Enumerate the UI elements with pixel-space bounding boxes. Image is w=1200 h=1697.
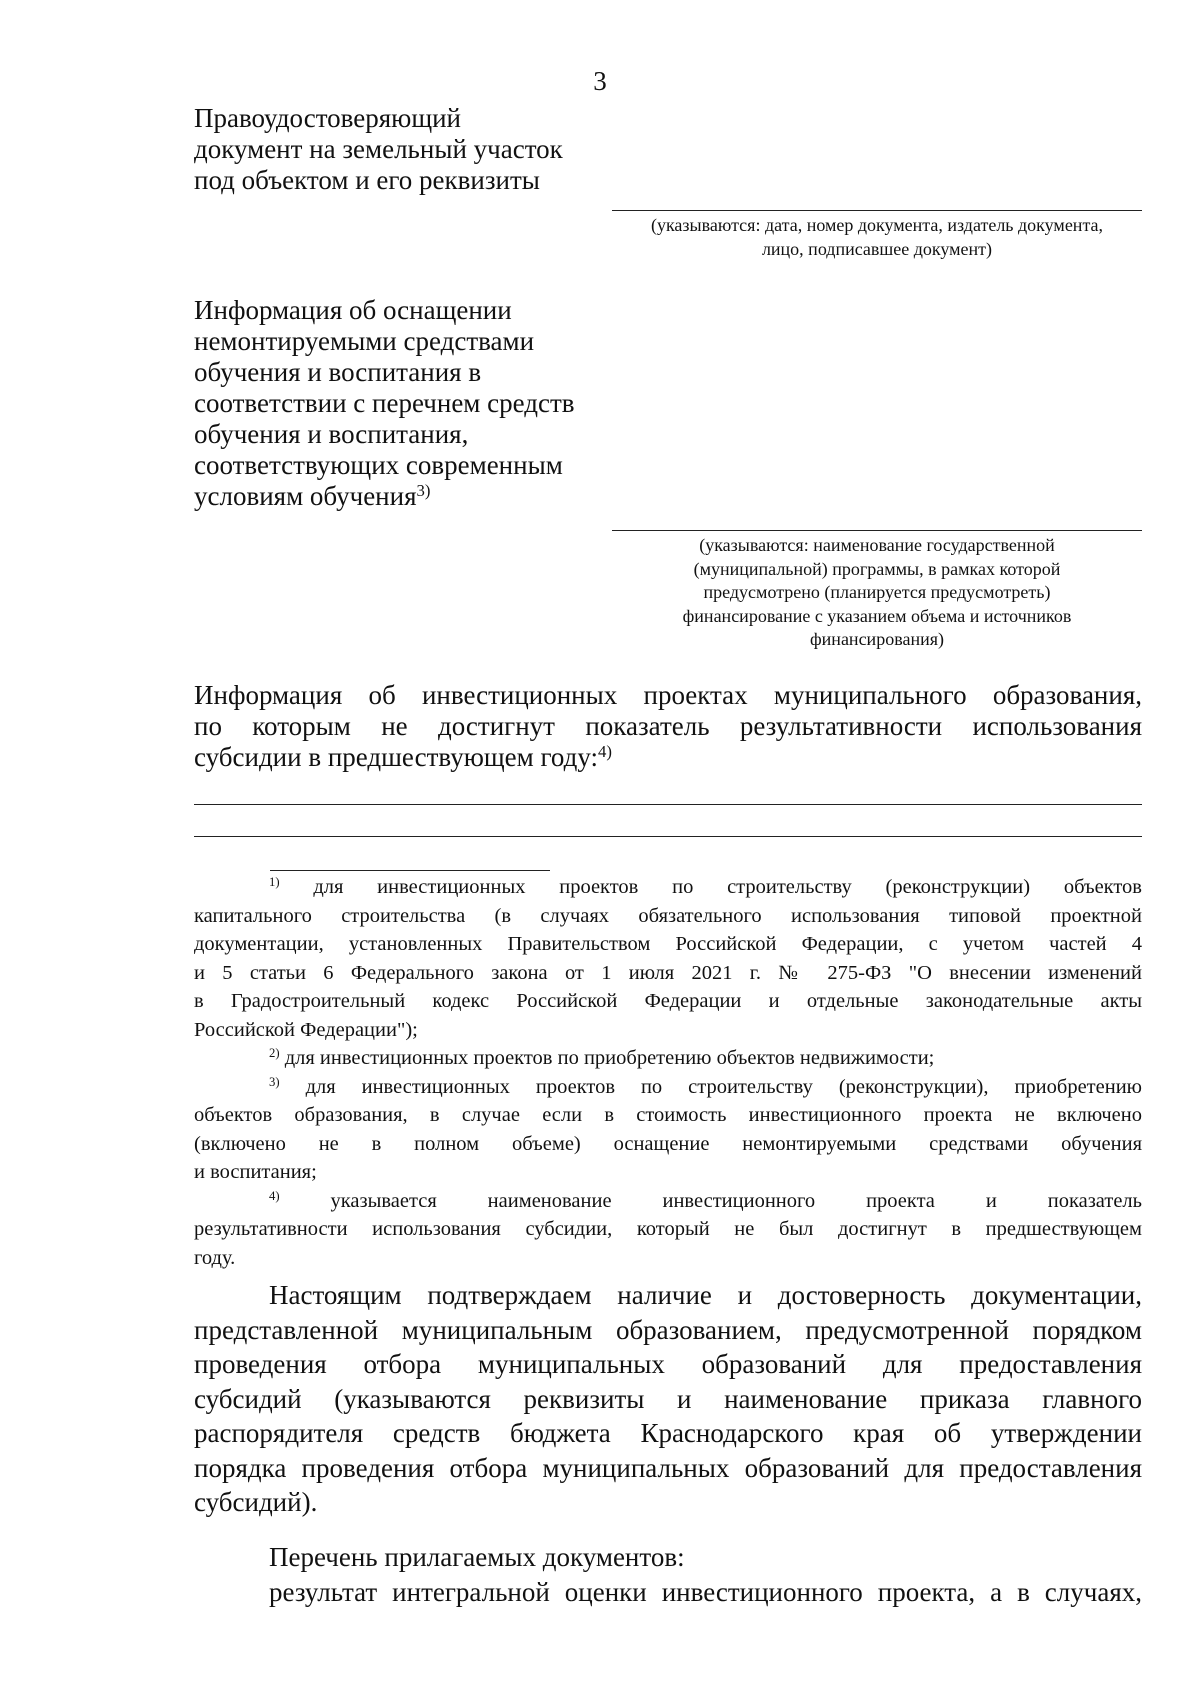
investment-info-heading [194,680,1142,773]
equipment-hint-line: (указываются: наименование государственной [699,535,1055,555]
land-document-label-line: документ на земельный участок [194,134,563,164]
footnotes [194,873,1142,1272]
investment-info-line: по которым не достигнут показатель результативности использования [194,711,1142,741]
footnote-line [194,1073,1142,1102]
equipment-label-line: Информация об оснащении [194,295,512,325]
footnote-line [194,1187,1142,1216]
land-document-label-line: под объектом и его реквизиты [194,165,540,195]
footnote-line: в Градостроительный кодекс Российской Федерации и отдельные законодательные акты [194,990,1142,1012]
confirmation-line: представленной муниципальным образованием, предусмотренной порядком [194,1314,1142,1345]
footnote-2-text: для инвестиционных проектов по приобретению объектов недвижимости; [284,1047,935,1069]
confirmation-line: проведения отбора муниципальных образований для предоставления [194,1349,1142,1379]
investment-info-field-line-2 [194,836,1142,837]
page-number: 3 [593,66,607,96]
equipment-label-line: соответствии с перечнем средств [194,388,575,418]
equipment-label-line: обучения и воспитания, [194,419,469,449]
footnote-3 [194,1073,1142,1187]
confirmation-line: распорядителя средств бюджета Краснодарского края об утверждении [194,1418,1142,1448]
footnote-line: и 5 статьи 6 Федерального закона от 1 июля 2021 г. № 275-ФЗ "О внесении изменений [194,961,1142,984]
footnote-line [194,873,1142,902]
footnote-ref-3: 3) [416,480,431,500]
land-document-hint-line: лицо, подписавшее документ) [761,238,993,259]
footnote-1-marker: 1) [269,875,280,890]
footnote-separator [270,870,550,871]
equipment-label [194,295,575,512]
investment-info-line: Информация об инвестиционных проектах муниципального образования, [194,680,1142,710]
equipment-label-line: соответствующих современным [194,450,563,480]
footnote-1-text: для инвестиционных проектов по строительству (реконструкции) объектов [313,876,1142,898]
footnote-line [194,1044,1142,1073]
attachments-section [194,1540,1142,1609]
equipment-label-line: немонтируемыми средствами [194,326,535,356]
footnote-2 [194,1044,1142,1073]
equipment-hint-line: (муниципальной) программы, в рамках которой [693,558,1061,579]
footnote-line: результативности использования субсидии, который не был достигнут в предшествующем [194,1218,1142,1240]
confirmation-line: субсидий (указываются реквизиты и наименование приказа главного [194,1383,1142,1414]
equipment-hint [612,534,1142,652]
confirmation-line: порядка проведения отбора муниципальных образований для предоставления [194,1452,1142,1483]
attachments-first-line: результат интегральной оценки инвестиционного проекта, а в случаях, [269,1576,1142,1607]
footnote-line: капитального строительства (в случаях обязательного использования типовой проектной [194,904,1142,927]
footnote-ref-4: 4) [598,741,612,761]
land-document-hint-line: (указываются: дата, номер документа, издатель документа, [650,215,1104,235]
attachments-title: Перечень прилагаемых документов: [269,1542,685,1572]
land-document-label-line: Правоудостоверяющий [194,103,462,133]
investment-info-field-line-1 [194,804,1142,805]
equipment-hint-line: финансирование с указанием объема и источников [682,605,1072,626]
equipment-label-line: обучения и воспитания в [194,357,482,387]
footnote-2-marker: 2) [269,1046,280,1061]
investment-info-line [194,742,1142,773]
footnote-line: и воспитания; [194,1161,317,1183]
footnote-1 [194,873,1142,1044]
footnote-3-marker: 3) [269,1074,280,1089]
equipment-label-last: условиям обучения [194,481,417,511]
equipment-field-line [612,530,1142,531]
footnote-line: году. [194,1246,236,1269]
footnote-3-text: для инвестиционных проектов по строительству (реконструкции), приобретению [305,1075,1142,1098]
footnote-4 [194,1187,1142,1273]
footnote-line: объектов образования, в случае если в стоимость инвестиционного проекта не включено [194,1104,1142,1126]
confirmation-line: субсидий). [194,1487,318,1517]
equipment-hint-line: финансирования) [810,629,944,649]
equipment-hint-line: предусмотрено (планируется предусмотреть) [703,582,1051,602]
footnote-4-text: указывается наименование инвестиционного проекта и показатель [330,1189,1143,1212]
investment-info-last: субсидии в предшествующем году: [194,742,598,772]
confirmation-line: Настоящим подтверждаем наличие и достоверность документации, [269,1280,1142,1310]
footnote-line: Российской Федерации"); [194,1018,418,1041]
land-document-field-line [612,210,1142,211]
confirmation-paragraph [194,1278,1142,1520]
footnote-line: документации, установленных Правительством Российской Федерации, с учетом частей 4 [194,933,1142,955]
equipment-label-line [194,481,575,512]
land-document-label [194,103,563,196]
land-document-hint [612,214,1142,261]
footnote-4-marker: 4) [269,1188,280,1203]
footnote-line: (включено не в полном объеме) оснащение немонтируемыми средствами обучения [194,1132,1142,1155]
